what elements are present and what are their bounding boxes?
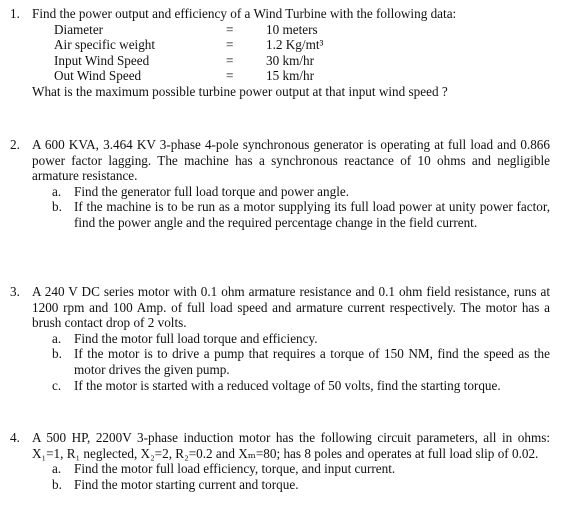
equals-sign: = — [226, 68, 234, 84]
sub-question-b — [52, 477, 550, 493]
data-label: Out Wind Speed — [54, 68, 142, 84]
sub-label: a. — [52, 183, 62, 199]
sub-text: If the motor is to drive a pump that requires a torque of 150 NM, find the speed as the motor drives the given pump. — [74, 346, 550, 377]
question-number: 1. — [10, 6, 20, 21]
question-1 — [0, 6, 550, 99]
sub-question-b — [52, 346, 550, 377]
sub-label: b. — [52, 476, 62, 492]
data-value: 10 meters — [266, 21, 318, 37]
sub-text: Find the motor starting current and torque. — [74, 476, 299, 492]
sub-text: If the motor is started with a reduced voltage of 50 volts, find the starting torque. — [74, 377, 501, 393]
data-row-diameter — [54, 22, 550, 38]
question-3 — [0, 284, 550, 393]
equals-sign: = — [226, 52, 234, 68]
sub-label: b. — [52, 199, 62, 215]
question-final: What is the maximum possible turbine power output at that input wind speed ? — [32, 83, 448, 99]
sub-question-a — [52, 331, 550, 347]
sub-label: a. — [52, 461, 62, 477]
sub-text: Find the motor full load torque and efficiency. — [74, 330, 318, 346]
question-2 — [0, 137, 550, 231]
question-intro: Find the power output and efficiency of a Wind Turbine with the following data: — [32, 6, 457, 21]
question-number: 3. — [10, 284, 20, 299]
sub-question-b — [52, 199, 550, 230]
sub-text: Find the motor full load efficiency, torque, and input current. — [74, 461, 396, 477]
data-value: 15 km/hr — [266, 68, 314, 84]
data-row-input-wind-speed — [54, 53, 550, 69]
question-number: 2. — [10, 137, 20, 152]
data-row-air-specific-weight — [54, 37, 550, 53]
equals-sign: = — [226, 21, 234, 37]
sub-text: If the machine is to be run as a motor supplying its full load power at unity power factor, find the power angle and the required percentage change in the field current. — [74, 199, 550, 230]
sub-label: b. — [52, 346, 62, 362]
data-table — [54, 22, 550, 84]
equals-sign: = — [226, 37, 234, 53]
data-label: Diameter — [54, 21, 104, 37]
sub-question-a — [52, 184, 550, 200]
data-label: Air specific weight — [54, 37, 156, 53]
question-4 — [0, 430, 550, 492]
question-intro: A 240 V DC series motor with 0.1 ohm armature resistance and 0.1 ohm field resistance, runs at 1200 rpm and 100 Amp. of full load speed and armature current respectively. The motor has a brush contact drop of 2 volts. — [32, 284, 550, 331]
sub-question-c — [52, 378, 550, 394]
sub-label: c. — [52, 377, 62, 393]
question-intro: A 600 KVA, 3.464 KV 3-phase 4-pole synchronous generator is operating at full load and 0.866 power factor lagging. The machine has a synchronous reactance of 10 ohms and negligible armature resistance. — [32, 137, 550, 184]
question-intro: A 500 HP, 2200V 3-phase induction motor has the following circuit parameters, all in ohms: X₁=1, R₁ neglected, X₂=2, R₂=0.2 and Xₘ=80; has 8 poles and operates at full load slip of 0.02. — [32, 430, 550, 461]
sub-label: a. — [52, 330, 62, 346]
data-label: Input Wind Speed — [54, 52, 150, 68]
data-value: 30 km/hr — [266, 52, 314, 68]
sub-text: Find the generator full load torque and power angle. — [74, 183, 350, 199]
data-row-out-wind-speed — [54, 68, 550, 84]
data-value: 1.2 Kg/mt³ — [266, 37, 324, 53]
question-number: 4. — [10, 430, 20, 445]
sub-question-a — [52, 461, 550, 477]
